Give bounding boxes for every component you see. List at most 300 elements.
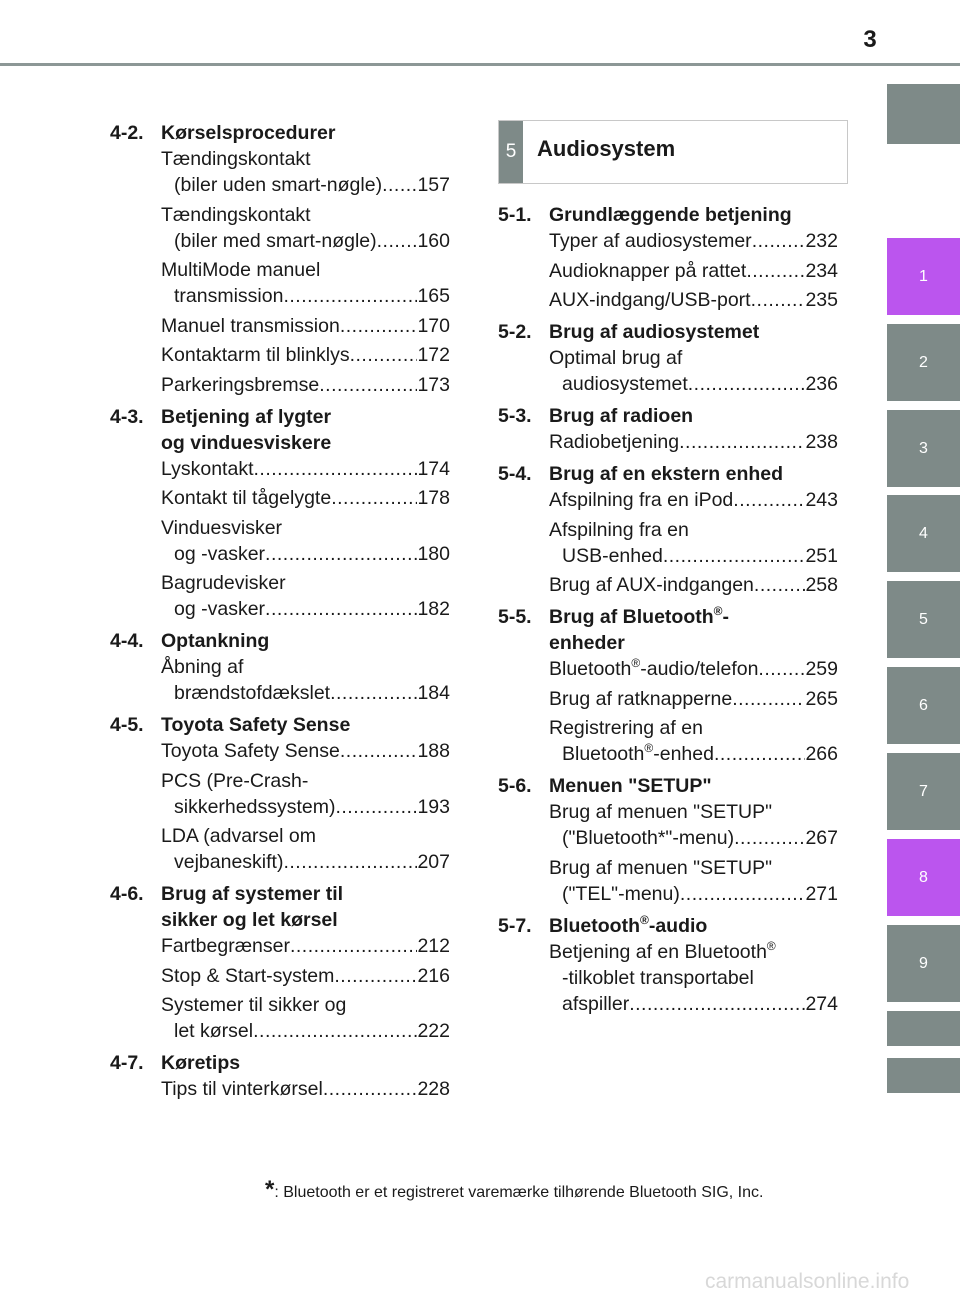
toc-entry-label: Fartbegrænser xyxy=(161,935,290,957)
toc-entry-label: Registrering af en xyxy=(549,717,703,739)
toc-entry-label: Betjening af en Bluetooth xyxy=(549,940,767,963)
toc-entry[interactable] xyxy=(161,146,450,198)
toc-entry-text xyxy=(549,855,772,881)
toc-entry-label: afspiller xyxy=(562,992,630,1015)
section-heading xyxy=(498,913,838,939)
watermark: carmanualsonline.info xyxy=(705,1270,910,1293)
toc-entry-text xyxy=(562,825,734,851)
toc-page-number: 180 xyxy=(417,542,450,565)
toc-page-number: 235 xyxy=(805,289,838,311)
section-title xyxy=(549,403,693,429)
toc-entry-label: Optimal brug af xyxy=(549,347,683,369)
toc-entry[interactable] xyxy=(161,654,450,706)
section-title-text: Brug af audiosystemet xyxy=(549,321,760,343)
toc-entry-line xyxy=(549,741,838,767)
toc-entry[interactable] xyxy=(161,313,450,339)
toc-leader-dots xyxy=(732,686,805,712)
toc-entry-label: (biler med smart-nøgle) xyxy=(174,229,377,252)
toc-entry-text xyxy=(562,965,754,991)
toc-page-number: 266 xyxy=(805,743,838,765)
toc-entry-line xyxy=(161,823,450,849)
toc-entry-text xyxy=(161,823,316,849)
section-title-line xyxy=(161,712,350,738)
toc-entry-label: sikkerhedssystem) xyxy=(174,795,336,818)
toc-leader-dots xyxy=(335,794,417,820)
toc-entry-text xyxy=(161,257,320,283)
toc-entry-line xyxy=(549,543,838,569)
toc-entry[interactable] xyxy=(161,202,450,254)
section-title-line xyxy=(549,773,712,799)
page-number: 3 xyxy=(863,26,877,53)
toc-entry-line xyxy=(161,794,450,820)
toc-page-number: 232 xyxy=(805,230,838,252)
toc-entry[interactable] xyxy=(549,228,838,254)
toc-entry-text xyxy=(549,287,751,313)
chapter-tab-3[interactable]: 3 xyxy=(887,410,960,487)
toc-entry-label: Bagrudevisker xyxy=(161,572,286,594)
toc-entry-line xyxy=(161,146,450,172)
toc-entry-line xyxy=(161,654,450,680)
toc-entry-label: AUX-indgang/USB-port xyxy=(549,289,751,311)
toc-page-number: 193 xyxy=(417,795,450,818)
section-heading xyxy=(498,461,838,487)
toc-entry-label: og -vasker xyxy=(174,542,266,565)
toc-entry-label: Brug af menuen "SETUP" xyxy=(549,801,773,823)
toc-entry-line xyxy=(549,825,838,851)
toc-entry-text xyxy=(562,991,629,1017)
toc-entry-text xyxy=(549,939,776,965)
section-number: 4-6. xyxy=(110,883,144,905)
toc-entry[interactable] xyxy=(549,656,838,682)
section-title-text: Køretips xyxy=(161,1052,241,1074)
toc-page-number: 160 xyxy=(417,229,450,252)
footnote-marker: * xyxy=(265,1176,275,1203)
toc-entry-text xyxy=(174,541,265,567)
chapter-tab-8[interactable]: 8 xyxy=(887,839,960,916)
toc-left-column xyxy=(110,120,450,1106)
toc-entry-label: Afspilning fra en iPod xyxy=(549,489,734,511)
section-title-text: Brug af en ekstern enhed xyxy=(549,463,784,485)
toc-entry-line xyxy=(549,258,838,284)
toc-leader-dots xyxy=(331,485,417,511)
toc-entry-line xyxy=(549,715,838,741)
toc-leader-dots xyxy=(265,596,417,622)
section-title xyxy=(161,881,343,933)
toc-entry-label: Afspilning fra en xyxy=(549,518,689,541)
toc-leader-dots xyxy=(323,1076,418,1102)
toc-entry[interactable] xyxy=(161,933,450,959)
toc-entry-line xyxy=(161,202,450,228)
toc-entry[interactable] xyxy=(549,799,838,851)
section-title-line2: sikker og let kørsel xyxy=(161,909,338,931)
toc-page-number: 271 xyxy=(805,882,838,905)
chapter-tab-7[interactable]: 7 xyxy=(887,753,960,830)
toc-entry[interactable] xyxy=(161,768,450,820)
toc-entry[interactable] xyxy=(161,570,450,622)
section-title xyxy=(549,604,729,656)
header-rule xyxy=(0,63,960,66)
section-title xyxy=(161,712,350,738)
chapter-tab-6[interactable]: 6 xyxy=(887,667,960,744)
toc-entry-line xyxy=(549,228,838,254)
toc-entry-text xyxy=(161,963,334,989)
toc-entry-text xyxy=(161,1076,323,1102)
section-title xyxy=(549,202,792,228)
toc-entry-label: Brug af ratknapperne xyxy=(549,687,733,710)
toc-page-number: 207 xyxy=(417,851,450,873)
chapter-title: Audiosystem xyxy=(537,136,676,161)
toc-entry-label: Tændingskontakt xyxy=(161,148,311,170)
toc-entry-line xyxy=(161,768,450,794)
toc-entry-label: Brug af menuen "SETUP" xyxy=(549,856,773,879)
toc-entry[interactable] xyxy=(549,517,838,569)
toc-entry-text xyxy=(161,313,340,339)
toc-page-number: 212 xyxy=(417,935,450,957)
toc-entry-text xyxy=(161,992,346,1018)
toc-entry[interactable] xyxy=(549,572,838,598)
toc-entry-line xyxy=(161,1018,450,1044)
toc-entry-text xyxy=(549,487,733,513)
toc-entry-line xyxy=(161,342,450,368)
toc-entry-label: ("Bluetooth*"-menu) xyxy=(562,827,735,849)
toc-entry-text xyxy=(549,345,682,371)
section-number: 4-2. xyxy=(110,122,144,144)
toc-entry[interactable] xyxy=(161,823,450,875)
toc-entry-line xyxy=(549,429,838,455)
section-title-text-sup: ® xyxy=(713,604,723,618)
toc-entry-text xyxy=(549,656,758,682)
section-title xyxy=(549,319,759,345)
toc-entry-line xyxy=(161,257,450,283)
toc-entry-label: Audioknapper på rattet xyxy=(549,259,747,282)
toc-page-number: 236 xyxy=(805,373,838,395)
toc-entry-label: audiosystemet xyxy=(562,373,688,395)
toc-entry-label-suffix: -audio/telefon xyxy=(640,658,759,680)
section-title-line xyxy=(161,628,269,654)
toc-entry-text xyxy=(549,258,746,284)
section-title-text: Brug af Bluetooth xyxy=(549,606,714,628)
toc-entry-label-sup: ® xyxy=(766,938,776,953)
toc-entry-text xyxy=(161,933,290,959)
toc-entry-text xyxy=(549,686,732,712)
toc-entry-label: let kørsel xyxy=(174,1020,254,1042)
toc-entry-text xyxy=(562,371,688,397)
section-number: 5-7. xyxy=(498,914,532,937)
toc-page-number: 228 xyxy=(417,1078,450,1100)
toc-right-column xyxy=(498,120,838,1020)
toc-page-number: 216 xyxy=(417,964,450,987)
toc-entry-text xyxy=(562,881,680,907)
toc-entry-line xyxy=(161,228,450,254)
chapter-tab-4[interactable]: 4 xyxy=(887,495,960,572)
toc-leader-dots xyxy=(254,456,418,482)
chapter-header xyxy=(498,120,848,184)
toc-page-number: 274 xyxy=(805,992,838,1015)
section-title xyxy=(161,404,331,456)
section-heading xyxy=(498,403,838,429)
toc-entry[interactable] xyxy=(161,1076,450,1102)
toc-entry-label: Åbning af xyxy=(161,656,244,678)
toc-entry-label-sup: ® xyxy=(644,741,654,755)
toc-page-number: 251 xyxy=(805,544,838,567)
section-title-text: Optankning xyxy=(161,630,270,652)
toc-entry-label: MultiMode manuel xyxy=(161,259,321,281)
toc-page-number: 259 xyxy=(805,658,838,680)
toc-entry-line xyxy=(161,738,450,764)
toc-entry-text xyxy=(161,372,319,398)
section-heading xyxy=(498,773,838,799)
chapter-tab-blank-11[interactable] xyxy=(887,1058,960,1093)
toc-entry-line xyxy=(161,963,450,989)
toc-leader-dots xyxy=(679,429,805,455)
toc-entry-line xyxy=(549,572,838,598)
toc-entry-text xyxy=(549,429,679,455)
toc-leader-dots xyxy=(290,933,417,959)
toc-leader-dots xyxy=(733,487,805,513)
section-title-text: Toyota Safety Sense xyxy=(161,714,351,736)
toc-page-number: 170 xyxy=(417,314,450,337)
section-heading xyxy=(498,604,838,656)
toc-entry-line xyxy=(549,939,838,965)
toc-entry-line xyxy=(161,570,450,596)
toc-entry-label: Tændingskontakt xyxy=(161,203,311,226)
section-title-text: Grundlæggende betjening xyxy=(549,204,792,226)
toc-entry-line xyxy=(549,487,838,513)
section-title-text-sup: ® xyxy=(639,912,649,927)
toc-entry-text xyxy=(161,738,340,764)
chapter-tab-blank-10[interactable] xyxy=(887,1011,960,1046)
toc-entry-text xyxy=(174,283,283,309)
toc-entry-text xyxy=(174,172,382,198)
toc-leader-dots xyxy=(265,541,417,567)
toc-entry-label: Systemer til sikker og xyxy=(161,994,347,1016)
section-number: 5-2. xyxy=(498,321,532,343)
toc-entry[interactable] xyxy=(549,345,838,397)
section-title-text-suffix: -audio xyxy=(648,914,708,937)
toc-entry-line xyxy=(549,287,838,313)
toc-entry-label: Manuel transmission xyxy=(161,314,340,337)
toc-entry-text xyxy=(161,342,350,368)
chapter-tab-1[interactable]: 1 xyxy=(887,238,960,315)
toc-entry[interactable] xyxy=(549,429,838,455)
section-heading xyxy=(110,120,450,146)
toc-entry[interactable] xyxy=(549,686,838,712)
section-heading xyxy=(110,881,450,933)
toc-page-number: 222 xyxy=(417,1020,450,1042)
toc-entry[interactable] xyxy=(161,515,450,567)
toc-entry-text xyxy=(174,1018,253,1044)
toc-entry-line xyxy=(161,596,450,622)
section-title-text-suffix: - xyxy=(722,606,729,628)
toc-page-number: 188 xyxy=(417,740,450,762)
toc-page-number: 243 xyxy=(805,489,838,511)
section-number: 4-7. xyxy=(110,1052,144,1074)
toc-entry-line xyxy=(549,991,838,1017)
toc-entry-label: Radiobetjening xyxy=(549,431,680,453)
chapter-tab-9[interactable]: 9 xyxy=(887,925,960,1002)
toc-entry[interactable] xyxy=(161,992,450,1044)
toc-entry-text xyxy=(174,228,377,254)
toc-entry-label: transmission xyxy=(174,285,284,307)
toc-page-number: 157 xyxy=(417,174,450,196)
toc-entry-label: Kontakt til tågelygte xyxy=(161,487,332,509)
toc-entry[interactable] xyxy=(161,963,450,989)
chapter-tab-5[interactable]: 5 xyxy=(887,581,960,658)
section-heading xyxy=(498,319,838,345)
toc-entry-line xyxy=(161,172,450,198)
toc-entry-label: Brug af AUX-indgangen xyxy=(549,574,754,596)
toc-entry[interactable] xyxy=(161,738,450,764)
toc-leader-dots xyxy=(754,572,806,598)
toc-entry-line xyxy=(161,456,450,482)
toc-entry-label: og -vasker xyxy=(174,598,266,620)
toc-entry-line xyxy=(161,992,450,1018)
toc-entry[interactable] xyxy=(161,456,450,482)
toc-entry-line xyxy=(549,345,838,371)
section-number: 4-3. xyxy=(110,405,144,428)
toc-entry[interactable] xyxy=(161,485,450,511)
toc-entry-label: Lyskontakt xyxy=(161,457,254,480)
section-heading xyxy=(110,1050,450,1076)
chapter-tab-2[interactable]: 2 xyxy=(887,324,960,401)
toc-entry-line xyxy=(161,485,450,511)
toc-entry-text xyxy=(562,741,714,767)
toc-entry-text xyxy=(161,485,331,511)
toc-entry-text xyxy=(161,202,311,228)
footnote-text: : Bluetooth er et registreret varemærke tilhørende Bluetooth SIG, Inc. xyxy=(274,1184,764,1201)
section-title-text: Menuen "SETUP" xyxy=(549,775,712,797)
toc-entry-text xyxy=(549,572,754,598)
toc-entry-text xyxy=(549,228,752,254)
toc-entry-line xyxy=(161,283,450,309)
toc-leader-dots xyxy=(663,543,806,569)
toc-entry[interactable] xyxy=(549,715,838,767)
toc-entry-label: -tilkoblet transportabel xyxy=(562,966,754,989)
toc-leader-dots xyxy=(680,881,806,907)
section-heading xyxy=(110,712,450,738)
footnote xyxy=(265,1176,763,1204)
toc-entry-label-sup: ® xyxy=(631,656,641,670)
toc-entry-text xyxy=(562,543,663,569)
toc-leader-dots xyxy=(340,313,418,339)
toc-leader-dots xyxy=(629,991,805,1017)
toc-entry-text xyxy=(174,794,335,820)
section-title-text: Betjening af lygter xyxy=(161,405,332,428)
section-title-line xyxy=(161,404,331,430)
toc-entry-label: USB-enhed xyxy=(562,544,663,567)
section-number: 5-3. xyxy=(498,405,532,427)
toc-leader-dots xyxy=(283,283,417,309)
toc-entry-label: Kontaktarm til blinklys xyxy=(161,344,350,366)
section-title-text: Brug af radioen xyxy=(549,405,694,427)
toc-page-number: 184 xyxy=(417,682,450,704)
chapter-tab-blank-0[interactable] xyxy=(887,84,960,144)
toc-entry-label: Bluetooth xyxy=(549,658,632,680)
toc-entry-label: ("TEL"-menu) xyxy=(562,882,680,905)
toc-leader-dots xyxy=(734,825,805,851)
toc-leader-dots xyxy=(746,258,805,284)
toc-page-number: 258 xyxy=(805,574,838,596)
toc-entry[interactable] xyxy=(161,257,450,309)
toc-entry-text xyxy=(549,799,772,825)
section-number: 5-5. xyxy=(498,606,532,628)
section-title xyxy=(161,1050,240,1076)
toc-entry-text xyxy=(549,715,703,741)
toc-entry-line xyxy=(161,933,450,959)
toc-leader-dots xyxy=(283,849,417,875)
toc-entry-line xyxy=(549,799,838,825)
toc-leader-dots xyxy=(350,342,418,368)
toc-entry-label: Toyota Safety Sense xyxy=(161,740,340,762)
section-heading xyxy=(110,628,450,654)
toc-entry-line xyxy=(549,517,838,543)
toc-entry-line xyxy=(161,313,450,339)
section-title xyxy=(161,628,269,654)
toc-entry-line xyxy=(161,680,450,706)
toc-entry[interactable] xyxy=(161,342,450,368)
toc-leader-dots xyxy=(688,371,806,397)
toc-entry-line xyxy=(549,656,838,682)
section-number: 5-1. xyxy=(498,204,532,226)
toc-leader-dots xyxy=(334,963,417,989)
toc-entry-label: brændstofdækslet xyxy=(174,682,331,704)
toc-leader-dots xyxy=(714,741,805,767)
toc-entry-text xyxy=(174,849,283,875)
toc-entry[interactable] xyxy=(549,287,838,313)
toc-entry-line xyxy=(549,881,838,907)
toc-entry-line xyxy=(549,371,838,397)
toc-entry[interactable] xyxy=(549,487,838,513)
toc-leader-dots xyxy=(340,738,418,764)
toc-leader-dots xyxy=(377,228,418,254)
toc-entry-label: Bluetooth xyxy=(562,743,645,765)
toc-entry-text xyxy=(161,515,282,541)
toc-leader-dots xyxy=(319,372,417,398)
toc-entry[interactable] xyxy=(549,939,838,1017)
toc-entry-label: Tips til vinterkørsel xyxy=(161,1078,323,1100)
section-title-line xyxy=(549,913,707,939)
toc-page-number: 174 xyxy=(417,457,450,480)
section-title-text: Kørselsprocedurer xyxy=(161,122,336,144)
toc-page-number: 173 xyxy=(417,373,450,396)
toc-entry[interactable] xyxy=(161,372,450,398)
toc-entry[interactable] xyxy=(549,855,838,907)
section-heading xyxy=(498,202,838,228)
section-title-line xyxy=(549,604,729,630)
toc-leader-dots xyxy=(382,172,417,198)
section-heading xyxy=(110,404,450,456)
toc-page-number: 238 xyxy=(805,431,838,453)
toc-entry-label-suffix: -enhed xyxy=(653,743,714,765)
chapter-number: 5 xyxy=(499,121,523,183)
toc-entry-text xyxy=(161,570,286,596)
section-title xyxy=(161,120,335,146)
toc-entry-text xyxy=(161,146,311,172)
toc-entry[interactable] xyxy=(549,258,838,284)
toc-leader-dots xyxy=(758,656,805,682)
section-title xyxy=(549,913,707,939)
toc-entry-text xyxy=(161,456,254,482)
section-number: 4-5. xyxy=(110,714,144,736)
section-title-line xyxy=(549,319,759,345)
toc-page-number: 178 xyxy=(417,487,450,509)
toc-entry-text xyxy=(174,596,265,622)
section-title xyxy=(549,773,712,799)
toc-right-sections xyxy=(498,202,838,1017)
toc-entry-line xyxy=(161,849,450,875)
toc-entry-label: Stop & Start-system xyxy=(161,964,335,987)
toc-leader-dots xyxy=(752,228,806,254)
